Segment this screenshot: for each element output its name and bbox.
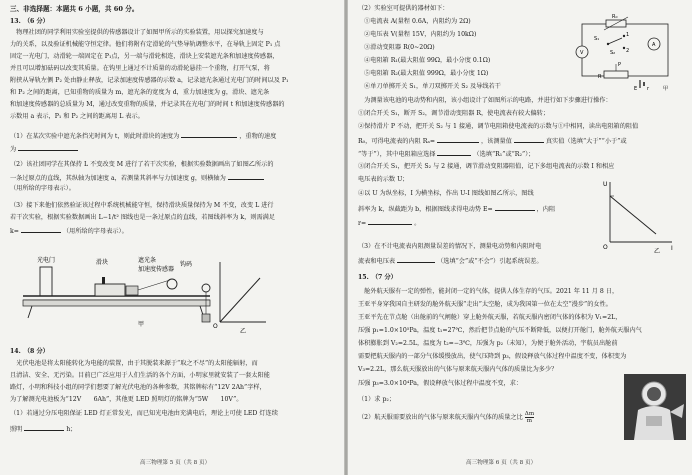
q13-sub1-cont xyxy=(10,143,78,155)
circuit-diagram xyxy=(568,14,684,92)
measure-text: 斜率为 k，纵截距为 b，根据图线求得电动势 E= xyxy=(358,206,493,213)
measure-line xyxy=(358,255,543,267)
label-e: E xyxy=(634,86,638,92)
q13-line: 和加速度传感器的总质量为 M，通过改变重物的质量，并记录其在光电门的时间 t 和加速度传感器的 xyxy=(10,101,285,108)
q14-number: 14. （8 分） xyxy=(10,348,49,355)
answer-blank[interactable] xyxy=(181,130,237,138)
origin-label: O xyxy=(603,244,608,251)
q13-sub1-text2: ，重物的速度 xyxy=(239,133,277,140)
k-label: k= xyxy=(10,228,19,235)
q15-line: 压强 p₁=1.0×10⁵Pa，温度 t₁=27℃，然后把节点舱的气压不断降低，以便打开舱门，舱外航天服内气 xyxy=(358,327,642,334)
q15-sub2-text: （2）航天服需要放出的气体与原来航天服内气体的质量之比 xyxy=(358,414,523,421)
q15-sub1: （1）求 p₂； xyxy=(358,396,396,403)
equipment-item: ①电流表 A(量程 0.6A，内阻约为 2Ω) xyxy=(364,18,471,25)
measure-text: 。 xyxy=(414,220,421,227)
page-footer-right: 高三物理第 6 页（共 8 页） xyxy=(466,460,537,466)
section-header: 三、非选择题：本题共 6 小题，共 60 分。 xyxy=(10,5,139,13)
light-gate-icon xyxy=(40,267,52,296)
q14-line: 路灯，小明和科技小组的同学们想要了解光伏电池的各种参数，其铭牌标有“12V 2Ah”字样， xyxy=(10,384,266,391)
shade-label: 遮光条 xyxy=(138,257,157,264)
i-axis-label: I xyxy=(671,245,673,252)
q13-sub3-k xyxy=(10,225,128,237)
answer-blank[interactable] xyxy=(514,135,544,143)
q14-line: 且清洁、安全、无污染。目前已广泛应用于人们生活的各个方面，小明家里就安装了一套太阳能 xyxy=(10,372,270,379)
measure-line xyxy=(358,148,534,160)
label-a: A xyxy=(652,42,656,48)
q13-sub3-line: （3）接下来他们依然验证该过程中系统机械能守恒，保持滑块质量保持为 M 不变，改变 L 进行 xyxy=(10,202,274,209)
answer-blank[interactable] xyxy=(397,255,435,263)
measure-line: ②保持滑片 P 不动，把开关 S₂ 与 1 接通，调节电阻箱使电流表的示数与①中相同，读出电阻箱的阻值 xyxy=(358,123,639,130)
label-r0: R₀ xyxy=(612,14,618,20)
measure-line: ③闭合开关 S₁，把开关 S₂ 与 2 接通，调节滑动变阻器阻值，记下多组电流表的示数 I 和相应 xyxy=(358,163,615,170)
q14-sub1-unit: h； xyxy=(66,426,77,433)
answer-blank[interactable] xyxy=(24,423,64,431)
measure-line: ④以 U 为纵坐标，I 为横坐标，作出 U-I 图线如图乙所示，图线 xyxy=(358,190,534,197)
answer-blank[interactable] xyxy=(21,225,61,233)
answer-blank[interactable] xyxy=(437,148,471,156)
measure-text: r= xyxy=(358,220,367,227)
measure-line: （3）在不计电流表内阻测量误差的情况下，测量电动势和内阻时电 xyxy=(358,243,542,250)
page-right xyxy=(346,0,692,475)
q13-sub2-text: 一条过原点的直线，其纵轴为加速度 a，若测量其斜率与力加速度 g，则横轴为 xyxy=(10,175,226,182)
answer-blank[interactable] xyxy=(368,217,412,225)
q15-line: 王亚平身穿我国自主研发的舱外航天服“走出”太空舱，成为我国第一位在太空“漫步”的女性。 xyxy=(358,301,612,308)
label-s2: S₂ xyxy=(610,50,616,56)
weight-icon xyxy=(202,314,210,322)
equipment-item: ⑤电阻箱 R₂(最大阻值 999Ω，最小分度 1Ω) xyxy=(364,70,489,77)
equipment-item: ④电阻箱 R₁(最大阻值 99Ω，最小分度 0.1Ω) xyxy=(364,57,491,64)
q13-line: 物理社团的同学利用实验室提供的传感器设计了如图甲所示的实验装置，用以探究加速度与 xyxy=(10,29,264,36)
shade-strip xyxy=(102,277,105,284)
label-s1: S₁ xyxy=(594,36,600,42)
answer-blank[interactable] xyxy=(228,172,264,180)
answer-blank[interactable] xyxy=(495,203,535,211)
slider-label: 滑块 xyxy=(96,259,109,266)
measure-line xyxy=(358,135,627,147)
equipment-item: ③滑动变阻器 R(0~20Ω) xyxy=(364,44,435,51)
origin-label: O xyxy=(213,323,218,330)
astronaut-photo xyxy=(624,374,686,440)
label-p: P xyxy=(618,62,622,68)
measure-text: ，该测量值 xyxy=(480,138,512,145)
label-n1: 1 xyxy=(626,32,630,38)
q13-sub2-line: （2）该社团同学在其保持 L 不变改变 M 进行了若干次实验，根据实验数据画出了如图乙所示的 xyxy=(10,161,274,168)
slider-block xyxy=(95,284,125,296)
q13-sub2-tail: （用所给的字母表示）。 xyxy=(10,185,75,192)
graph-b xyxy=(212,256,272,334)
ratio-numerator: Δm xyxy=(524,411,535,417)
ratio-fraction xyxy=(525,411,534,424)
answer-blank[interactable] xyxy=(18,143,78,151)
figure-b-label: 乙 xyxy=(240,328,247,334)
q14-sub1-answer xyxy=(10,423,77,435)
label-r: R xyxy=(598,74,602,80)
u-axis-label: U xyxy=(603,181,608,188)
rheostat xyxy=(604,71,628,78)
measure-line: 电压表的示数 U； xyxy=(358,176,409,183)
equipment-item: ⑥单刀单掷开关 S₁，单刀双掷开关 S₂ 及导线若干 xyxy=(364,83,501,90)
measure-text: ，内阻 xyxy=(536,206,556,213)
equipment-item: ②电压表 V(量程 15V，内阻约为 10kΩ) xyxy=(364,31,477,38)
ui-figure-label: 乙 xyxy=(654,248,661,254)
answer-blank[interactable] xyxy=(437,135,479,143)
measure-text: （选填“会”或“不会”）引起系统误差。 xyxy=(437,258,543,265)
q13-line: 附挟从导轨左侧 P₂ 处由静止释放，记录加速度传感器的示数 a，记录遮光条通过光电门的时间以及 P₁ xyxy=(10,77,289,84)
label-n2: 2 xyxy=(626,48,630,54)
q13-sub3-tail: （用所给的字母表示）。 xyxy=(62,228,128,235)
switch-s2 xyxy=(608,38,622,44)
q13-line: 固定一光电门，动滑轮一端固定在 P₁点，另一端与滑轮相连，滑块上安装遮光条和加速度传感器， xyxy=(10,53,279,60)
light-gate-label: 光电门 xyxy=(37,257,56,264)
weight-label: 钩码 xyxy=(180,261,193,268)
ratio-denominator: m xyxy=(526,418,533,424)
q15-line: 体积膨胀到 V₂=2.5L，温度为 t₂=−3℃，压强为 p₂（未知），为便于舱外活动，宇航员出舱前 xyxy=(358,340,618,347)
q15-line: V₃=2.2L，那么航天服放出的气体与原来航天服内气体的质量比为多少？ xyxy=(358,366,558,373)
q15-number: 15. （7 分） xyxy=(358,274,397,281)
q14-line: 为了解测光电池板为“12V 6Ah”，其他更 LED 照明灯的铭牌为“5W 10V”。 xyxy=(10,396,243,403)
q14-sub1-text: 照明 xyxy=(10,426,23,433)
q13-line: 力的关系，以及验证机械能守恒定律。他们将附有定滑轮的气垫导轨调整水平，在导轨上固定 P₁ 点 xyxy=(10,41,281,48)
measure-line xyxy=(358,217,420,229)
q13-sub1-text: （1）在某次实验中遮光条挡光时间为 t，则此时滑块的速度为 xyxy=(10,133,180,140)
apparatus-figure xyxy=(20,240,220,328)
circuit-figure-label: 甲 xyxy=(663,86,669,92)
measure-text: 流表和电压表 xyxy=(358,258,396,265)
measure-text: 真实值（选填“大于”“小于”或 xyxy=(545,138,627,145)
q13-sub1 xyxy=(10,130,276,142)
q13-line: 并且可以增加砝码以改变其质量。在钩里上通过不计质量的动滑轮悬挂一个重物，打开气泵，将 xyxy=(10,65,270,72)
equipment-intro: （2）实验室可提供的器材如下： xyxy=(358,5,449,12)
sensor-label: 加速度传感器 xyxy=(138,266,175,273)
q13-number: 13. （6 分） xyxy=(10,18,49,25)
q13-line: 示数用 a 表示，P₁ 和 P₂ 之间的距离用 L 表示。 xyxy=(10,113,144,120)
q13-line: 和 P₂ 之间的距离，已知重物的质量为 m，遮光条的宽度为 d，重力加速度为 g，滑块、遮光条 xyxy=(10,89,270,96)
measure-text: “等于”），其中电阻箱应选择 xyxy=(358,151,436,158)
q15-sub2 xyxy=(358,411,534,424)
q13-sub3-line: 若干次实验，根据实验数据画出 L−1/t² 图线也是一条过原点的直线，若图线斜率为 k，则需满足 xyxy=(10,214,276,221)
q15-line: 王亚平先在节点舱（出舱前的气闸舱）穿上舱外航天服，若航天服内密闭气体的体积为 V₁=2L， xyxy=(358,314,622,321)
q15-line: 需要把航天服内的一部分气体缓慢放出，使气压降到 p₃，假设释放气体过程中温度不变，体积变为 xyxy=(358,353,627,360)
measure-line: ①闭合开关 S₁，断开 S₂，调节滑动变阻器 R，使电流表有较大偏转； xyxy=(358,110,550,117)
q13-sub2-line xyxy=(10,172,264,184)
measure-line: 为测量该电池的电动势和内阻，该小组设计了如图所示的电路，并进行如下步骤进行操作： xyxy=(358,97,612,104)
label-v: V xyxy=(580,50,584,56)
q15-line: 舱外航天服有一定的弹性，能封闭一定的气体，提供人体生存的气压。2021 年 11 月 8 日， xyxy=(358,288,619,295)
q13-sub1-text3: 为 xyxy=(10,146,17,153)
measure-text: （选填“R₁”或“R₂”）； xyxy=(473,151,535,158)
label-r-internal: r xyxy=(647,86,650,92)
figure-a-label: 甲 xyxy=(138,321,145,328)
q14-line: （1）若通过分压电阻保证 LED 灯正常发光，而已知光电池由充满电后，理论上可使 LED 灯连续 xyxy=(10,410,278,417)
ui-graph xyxy=(602,178,678,254)
sensor-box xyxy=(126,286,138,295)
q14-line: 光伏电池是将太阳能转化为电能的装置，由于其脱装来源于“取之不尽”的太阳能辐射，而 xyxy=(10,360,258,367)
q15-given: 压强 p₃=3.0×10⁴Pa，假设释放气体过程中温度不变，求： xyxy=(358,380,523,387)
measure-line xyxy=(358,203,555,215)
page-footer-left: 高三物理第 5 页（共 8 页） xyxy=(140,460,211,466)
ra-label: R₀，可得电流表的内阻 Rₐ= xyxy=(358,138,436,145)
